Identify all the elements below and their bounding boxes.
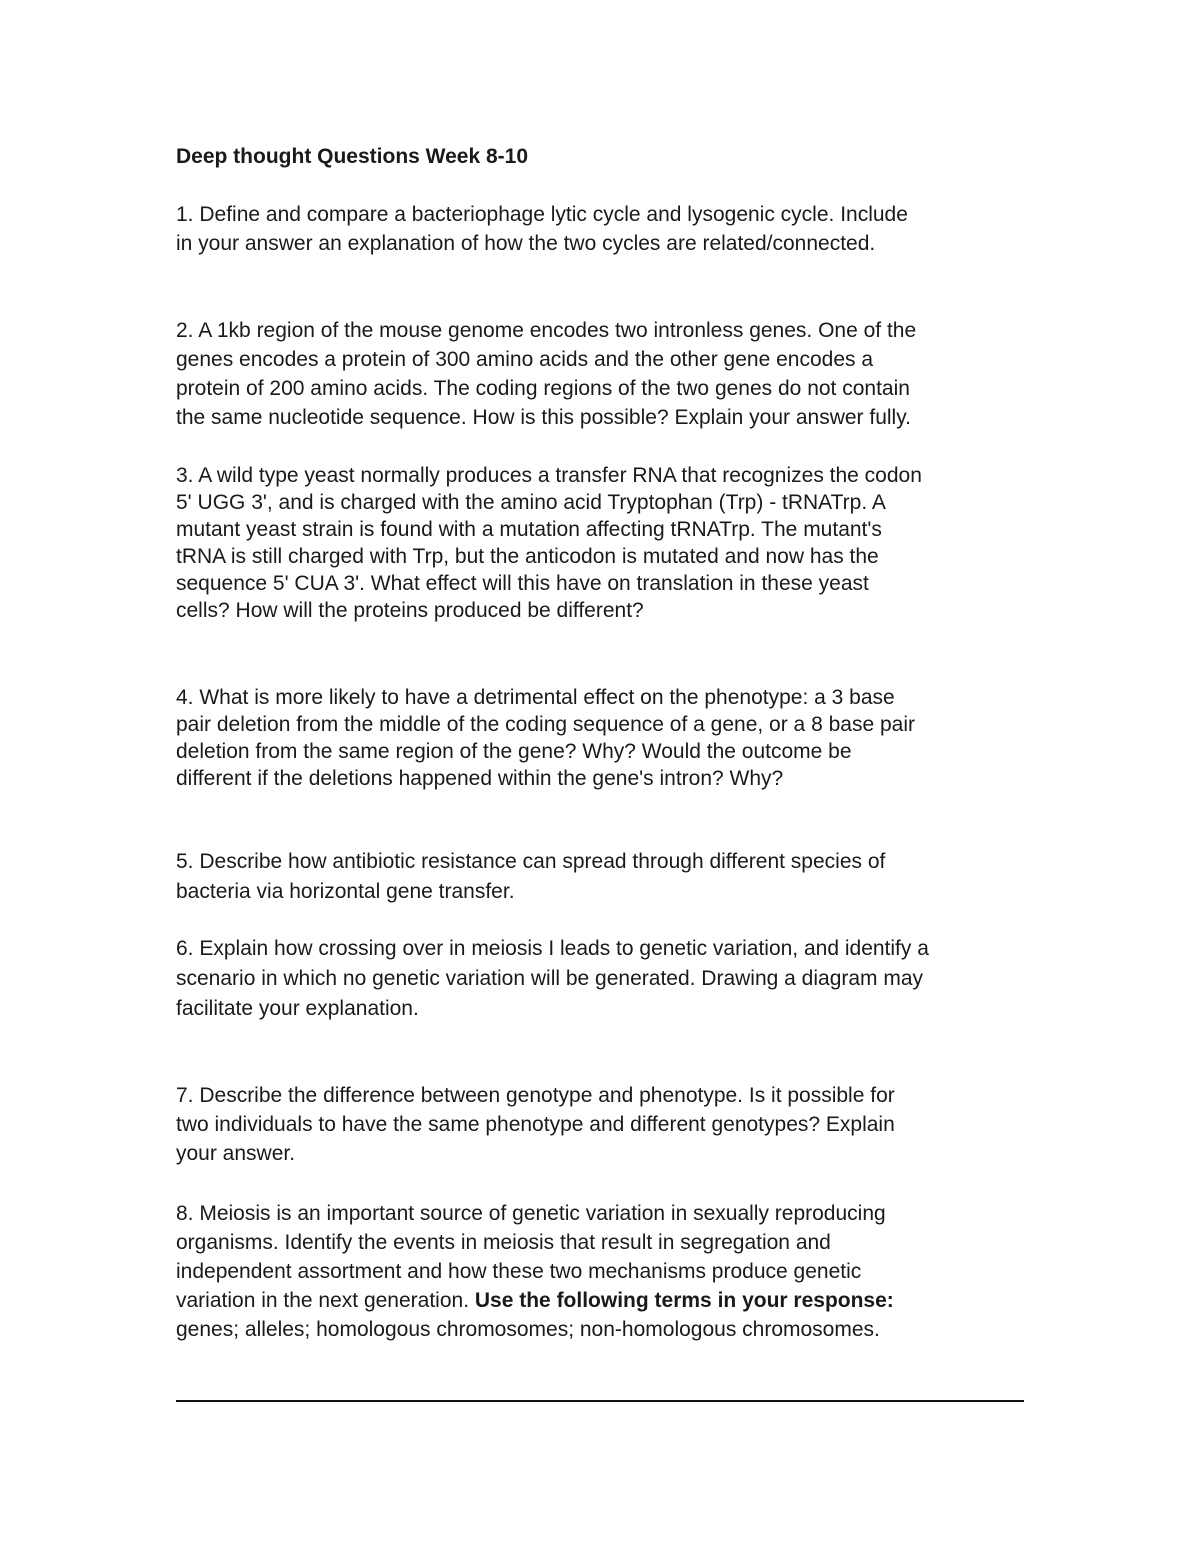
question-7: 7. Describe the difference between genotype and phenotype. Is it possible for two individuals to have the same phenotype and different genotypes? Explain your answer. — [176, 1084, 895, 1165]
question-8-emphasis: Use the following terms in your response: — [474, 1289, 894, 1312]
question-2: 2. A 1kb region of the mouse genome encodes two intronless genes. One of the genes encodes a protein of 300 amino acids and the other gene encodes a protein of 200 amino acids. The coding regions of the two genes do not contain the same nucleotide sequence. How is this possible? Explain your answer fully. — [176, 319, 917, 429]
question-8 — [176, 1199, 1036, 1344]
question-8-body: 8. Meiosis is an important source of genetic variation in sexually reproducing organisms. Identify the events in meiosis that result in segregation and independent assortment and how these two mechanisms produce genetic variation in the next generation. — [176, 1202, 886, 1312]
question-8-terms: genes; alleles; homologous chromosomes; non-homologous chromosomes. — [176, 1318, 880, 1341]
bottom-rule — [176, 1400, 1024, 1402]
question-3: 3. A wild type yeast normally produces a transfer RNA that recognizes the codon 5' UGG 3', and is charged with the amino acid Tryptophan (Trp) - tRNATrp. A mutant yeast strain is found with a mutation affecting tRNATrp. The mutant's tRNA is still charged with Trp, but the anticodon is mutated and now has the sequence 5' CUA 3'. What effect will this have on translation in these yeast cells? How will the proteins produced be different? — [176, 464, 922, 622]
question-1: 1. Define and compare a bacteriophage lytic cycle and lysogenic cycle. Include in your answer an explanation of how the two cycles are related/connected. — [176, 203, 908, 255]
document-title: Deep thought Questions Week 8-10 — [176, 145, 529, 168]
question-6: 6. Explain how crossing over in meiosis I leads to genetic variation, and identify a scenario in which no genetic variation will be generated. Drawing a diagram may facilitate your explanation. — [176, 937, 929, 1020]
question-5: 5. Describe how antibiotic resistance can spread through different species of bacteria via horizontal gene transfer. — [176, 850, 886, 903]
question-4: 4. What is more likely to have a detrimental effect on the phenotype: a 3 base pair deletion from the middle of the coding sequence of a gene, or a 8 base pair deletion from the same region of the gene? Why? Would the outcome be different if the deletions happened within the gene's intron? Why? — [176, 686, 915, 790]
